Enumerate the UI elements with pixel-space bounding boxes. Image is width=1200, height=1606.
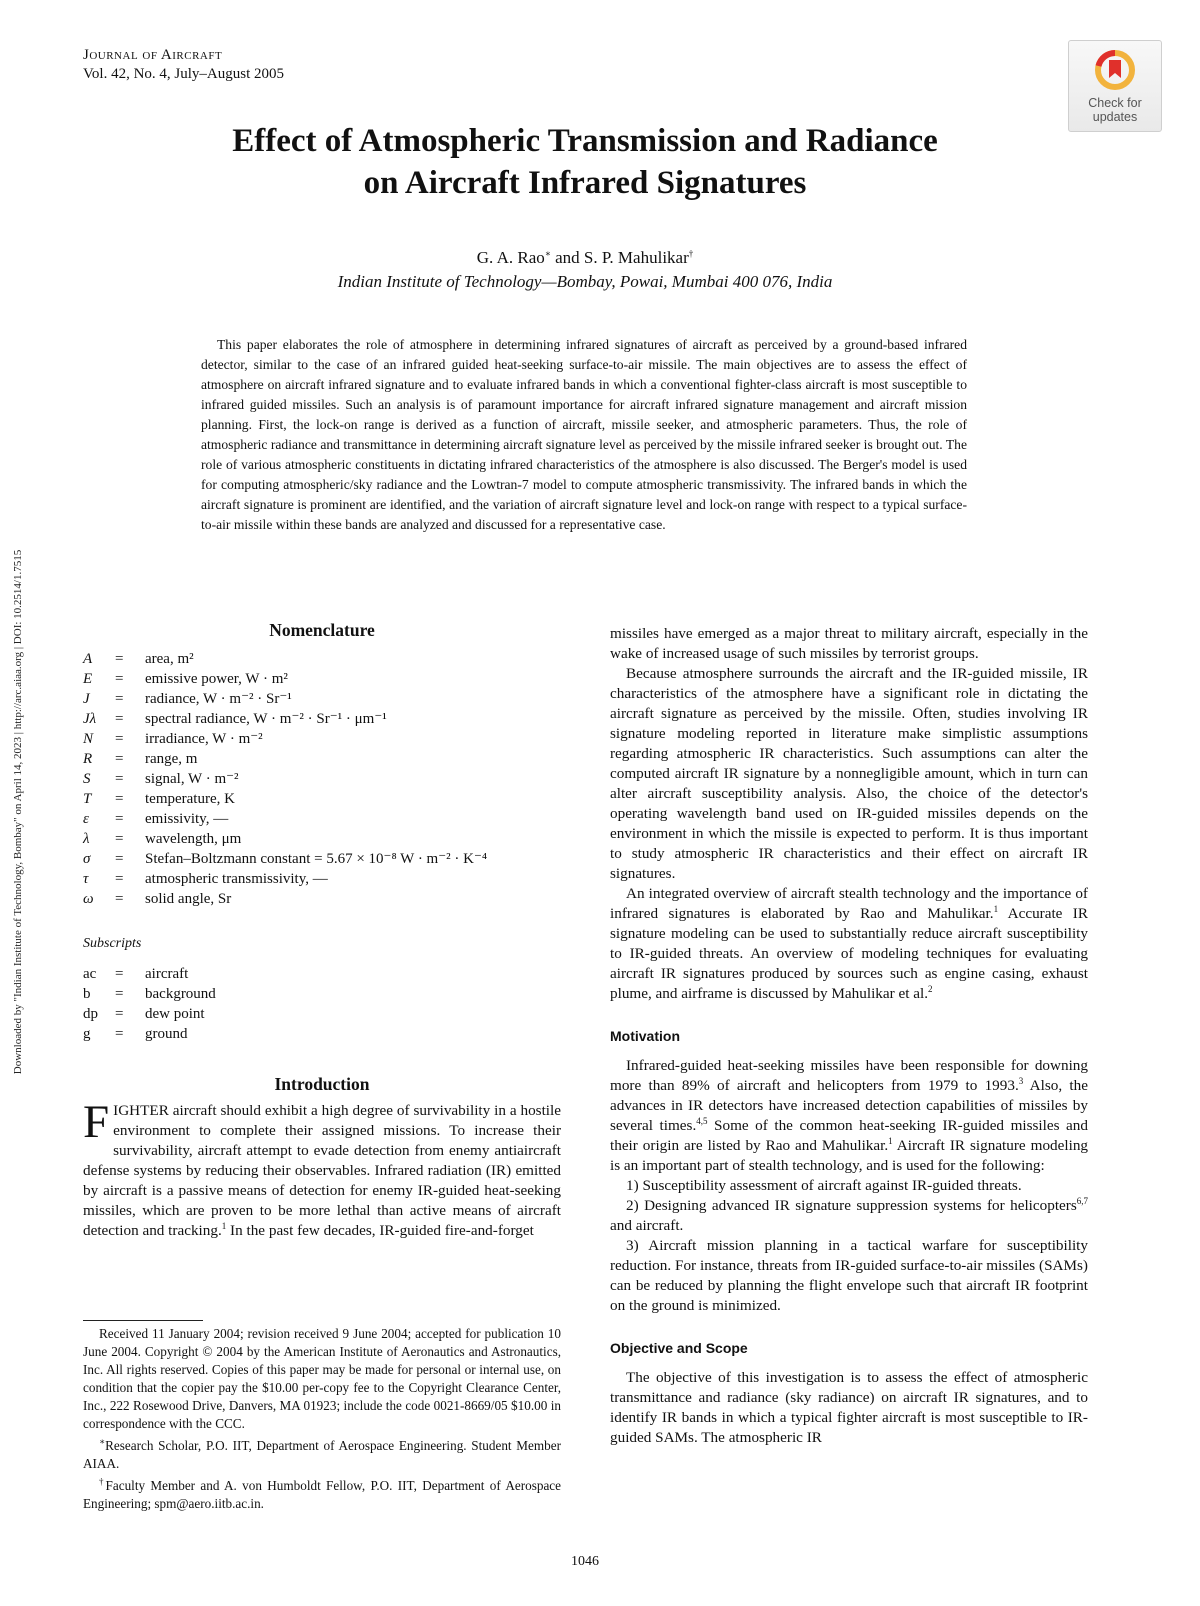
definition: irradiance, W · m⁻² [145, 731, 263, 747]
objective-heading: Objective and Scope [610, 1340, 748, 1356]
m1-text-d: Aircraft IR signature modeling is an important part of stealth technology, and is used for the following: [610, 1137, 1089, 1174]
footnote-rule [83, 1320, 203, 1321]
footnote-received: Received 11 January 2004; revision received 9 June 2004; accepted for publication 10 June 2004. Copyright © 2004 by the American Institute of Aeronautics and Astronautics, Inc. All rights reserved. Copies of this paper may be made for personal or internal use, on condition that the copier pay the $10.00 per-copy fee to the Copyright Clearance Center, Inc., 222 Rosewood Drive, Danvers, MA 01923; include the code 0021-8669/05 $10.00 in correspondence with the CCC. [83, 1326, 561, 1431]
symbol: ω [83, 891, 94, 907]
li2-text-a: 2) Designing advanced IR signature suppression systems for helicopters [626, 1197, 1077, 1214]
m1-text-c: Some of the common heat-seeking IR-guided missiles and their origin are listed by Rao and Mahulikar. [610, 1117, 1088, 1154]
intro-text: aircraft should exhibit a high degree of survivability in a hostile environment to complete their assigned missions. To increase their survivability, aircraft attempt to evade detection from enemy antiaircraft defense systems by reducing their observables. Infrared radiation (IR) emitted by aircraft is a passive means of detection for enemy IR-guided heat-seeking missiles, which are proven to be more lethal than active means of aircraft detection and tracking. [83, 1102, 561, 1239]
author-1-mark: ∗ [544, 248, 551, 259]
nomenclature-row [83, 709, 487, 729]
subscripts-heading: Subscripts [83, 936, 142, 951]
author-2-mark: † [688, 248, 694, 259]
nomenclature-row [83, 669, 487, 689]
title-line-1: Effect of Atmospheric Transmission and Radiance [232, 123, 938, 159]
equals-sign: = [115, 771, 124, 787]
p3-text-a: An integrated overview of aircraft stealth technology and the importance of infrared signatures is elaborated by Rao and Mahulikar. [610, 885, 1088, 922]
equals-sign: = [115, 791, 124, 807]
symbol: λ [83, 831, 90, 847]
nomenclature-row [83, 849, 487, 869]
symbol: dp [83, 1006, 98, 1022]
subscripts-table [83, 964, 216, 1044]
footnote-text-2: Faculty Member and A. von Humboldt Fellow, P.O. IIT, Department of Aerospace Engineering; spm@aero.iitb.ac.in. [83, 1478, 562, 1511]
equals-sign: = [115, 891, 124, 907]
equals-sign: = [115, 1026, 124, 1042]
p3-text-b: Accurate IR signature modeling can be used to substantially reduce aircraft susceptibility to IR-guided threats. An overview of modeling techniques for evaluating aircraft IR signatures produced by sources such as engine casing, exhaust plume, and airframe is discussed by Mahulikar et al. [610, 905, 1088, 1002]
nomenclature-heading: Nomenclature [269, 620, 375, 640]
body-paragraph-1: missiles have emerged as a major threat to military aircraft, especially in the wake of increased usage of such missiles by terrorist groups. [610, 625, 1088, 662]
equals-sign: = [115, 691, 124, 707]
journal-header [83, 46, 284, 84]
badge-line1: Check for [1088, 96, 1142, 110]
nomenclature-row [83, 789, 487, 809]
nomenclature-row [83, 984, 216, 1004]
equals-sign: = [115, 851, 124, 867]
nomenclature-row [83, 749, 487, 769]
equals-sign: = [115, 811, 124, 827]
symbol: g [83, 1026, 91, 1042]
objective-paragraph: The objective of this investigation is to assess the effect of atmospheric transmittance and radiance (sky radiance) on aircraft IR signatures, and to identify IR bands in which a typical fighter aircraft is most susceptible to IR-guided SAMs. The atmospheric IR [610, 1369, 1088, 1446]
body-paragraph-3 [610, 884, 1088, 1004]
journal-name: Journal of Aircraft [83, 47, 223, 63]
intro-tail: In the past few decades, IR-guided fire-and-forget [226, 1222, 534, 1239]
list-item-2 [610, 1196, 1088, 1236]
definition: area, m² [145, 651, 194, 667]
symbol: ε [83, 811, 89, 827]
page-number: 1046 [571, 1554, 599, 1569]
symbol: b [83, 986, 91, 1002]
symbol: T [83, 791, 92, 807]
right-column [610, 624, 1088, 1448]
definition: range, m [145, 751, 198, 767]
nomenclature-row [83, 649, 487, 669]
equals-sign: = [115, 871, 124, 887]
m1-ref-3: 1 [888, 1135, 893, 1146]
definition: emissive power, W · m² [145, 671, 288, 687]
li2-ref: 6,7 [1076, 1195, 1088, 1206]
definition: ground [145, 1026, 188, 1042]
equals-sign: = [115, 986, 124, 1002]
list-item-1: 1) Susceptibility assessment of aircraft against IR-guided threats. [626, 1177, 1022, 1194]
definition: dew point [145, 1006, 205, 1022]
list-item-3: 3) Aircraft mission planning in a tactical warfare for susceptibility reduction. For instance, threats from IR-guided surface-to-air missiles (SAMs) can be reduced by planning the flight envelope such that aircraft IR footprint on the ground is minimized. [610, 1237, 1088, 1314]
nomenclature-row [83, 829, 487, 849]
symbol: Jλ [83, 711, 97, 727]
equals-sign: = [115, 651, 124, 667]
equals-sign: = [115, 1006, 124, 1022]
left-column [83, 620, 561, 1241]
symbol: J [83, 691, 90, 707]
drop-cap: F [83, 1096, 110, 1148]
symbol: ac [83, 966, 97, 982]
definition: emissivity, — [145, 811, 229, 827]
m1-text-a: Infrared-guided heat-seeking missiles have been responsible for downing more than 89% of aircraft and helicopters from 1979 to 1993. [610, 1057, 1088, 1094]
intro-ref: 1 [221, 1220, 227, 1231]
equals-sign: = [115, 731, 124, 747]
equals-sign: = [115, 831, 124, 847]
abstract: This paper elaborates the role of atmosphere in determining infrared signatures of aircraft as perceived by a ground-based infrared detector, similar to the case of an infrared guided heat-seeking surface-to-air missile. The main objectives are to assess the effect of atmosphere on aircraft infrared signature and to evaluate infrared bands in which a conventional fighter-class aircraft is most susceptible to infrared guided missiles. Such an analysis is of paramount importance for aircraft infrared signature management and aircraft mission planning. First, the lock-on range is derived as a function of aircraft, missile seeker, and atmospheric parameters. Thus, the role of atmospheric radiance and transmittance in determining aircraft signature level as perceived by the missile infrared seeker is brought out. The role of various atmospheric constituents in dictating infrared characteristics of the atmosphere is also discussed. The Berger's model is used for computing atmospheric/sky radiance and the Lowtran-7 model to compute atmospheric transmissivity. The infrared bands in which the aircraft signature is prominent are identified, and the variation of aircraft signature level and lock-on range with respect to a typical surface-to-air missile within these bands are analyzed and discussed for a representative case. [201, 337, 967, 532]
definition: spectral radiance, W · m⁻² · Sr⁻¹ · μm⁻¹ [145, 711, 387, 727]
equals-sign: = [115, 751, 124, 767]
definition: aircraft [145, 966, 189, 982]
bookmark-ring-icon [1094, 49, 1136, 91]
nomenclature-row [83, 729, 487, 749]
definition: Stefan–Boltzmann constant = 5.67 × 10⁻⁸ W · m⁻² · K⁻⁴ [145, 851, 488, 867]
symbol: S [83, 771, 91, 787]
affiliation: Indian Institute of Technology—Bombay, Powai, Mumbai 400 076, India [337, 272, 833, 291]
footnotes [83, 1325, 561, 1513]
p3-ref-1: 1 [993, 903, 999, 914]
nomenclature-row [83, 769, 487, 789]
symbol: τ [83, 871, 89, 887]
equals-sign: = [115, 711, 124, 727]
footnote-mark-2: † [99, 1476, 106, 1487]
download-note: Downloaded by "Indian Institute of Technology, Bombay" on April 14, 2023 | http://arc.aiaa.org | DOI: 10.2514/1.7515 [12, 549, 24, 1075]
authors-and: and [550, 248, 584, 267]
nomenclature-row [83, 889, 487, 909]
nomenclature-row [83, 964, 216, 984]
nomenclature-row [83, 1024, 216, 1044]
nomenclature-row [83, 1004, 216, 1024]
footnote-author-1 [83, 1437, 561, 1473]
badge-text [1069, 96, 1161, 124]
introduction-paragraph [83, 1096, 561, 1241]
footnote-mark-1: ∗ [99, 1436, 106, 1447]
title-line-2: on Aircraft Infrared Signatures [363, 165, 807, 201]
intro-leadin: IGHTER [113, 1102, 169, 1119]
definition: atmospheric transmissivity, — [145, 871, 328, 887]
symbol: σ [83, 851, 91, 867]
nomenclature-row [83, 689, 487, 709]
definition: radiance, W · m⁻² · Sr⁻¹ [145, 691, 292, 707]
nomenclature-row [83, 869, 487, 889]
authors [130, 248, 1040, 268]
definition: signal, W · m⁻² [145, 771, 239, 787]
m1-ref-2: 4,5 [696, 1115, 708, 1126]
body-paragraph-2: Because atmosphere surrounds the aircraft and the IR-guided missile, IR characteristics of the atmosphere have a significant role in dictating the aircraft signature as perceived by the missile. Often, studies involving IR signature modeling reported in literature make simplistic assumptions regarding atmospheric IR characteristics. Such assumptions can alter the computed aircraft IR signature by a nonnegligible amount, which in turn can alter aircraft susceptibility analysis. Also, the choice of the detector's operating wavelength band used on IR-guided missiles depends on the environment in which the missile is expected to perform. It is thus important to study atmospheric IR characteristics and their effect on aircraft IR signatures. [610, 665, 1088, 882]
motivation-paragraph [610, 1056, 1088, 1176]
m1-text-b: Also, the advances in IR detectors have increased detection capabilities of missiles by several times. [610, 1077, 1088, 1134]
definition: solid angle, Sr [145, 891, 232, 907]
footnote-author-2 [83, 1477, 561, 1513]
definition: temperature, K [145, 791, 235, 807]
footnote-text-1: Research Scholar, P.O. IIT, Department of Aerospace Engineering. Student Member AIAA. [83, 1438, 561, 1471]
badge-line2: updates [1092, 110, 1138, 124]
author-1: G. A. Rao [476, 248, 545, 267]
symbol: A [83, 651, 93, 667]
symbol: N [83, 731, 94, 747]
check-for-updates-badge[interactable] [1068, 40, 1162, 132]
paper-title [130, 120, 1040, 204]
definition: background [145, 986, 216, 1002]
li2-text-b: and aircraft. [610, 1217, 684, 1234]
equals-sign: = [115, 671, 124, 687]
journal-volume: Vol. 42, No. 4, July–August 2005 [83, 66, 284, 82]
definition: wavelength, μm [145, 831, 242, 847]
p3-ref-2: 2 [928, 983, 933, 994]
introduction-heading: Introduction [274, 1074, 370, 1094]
nomenclature-row [83, 809, 487, 829]
nomenclature-table [83, 649, 487, 909]
m1-ref-1: 3 [1018, 1075, 1024, 1086]
motivation-heading: Motivation [610, 1028, 680, 1044]
author-2: S. P. Mahulikar [583, 248, 689, 267]
symbol: R [83, 751, 93, 767]
equals-sign: = [115, 966, 124, 982]
symbol: E [83, 671, 93, 687]
